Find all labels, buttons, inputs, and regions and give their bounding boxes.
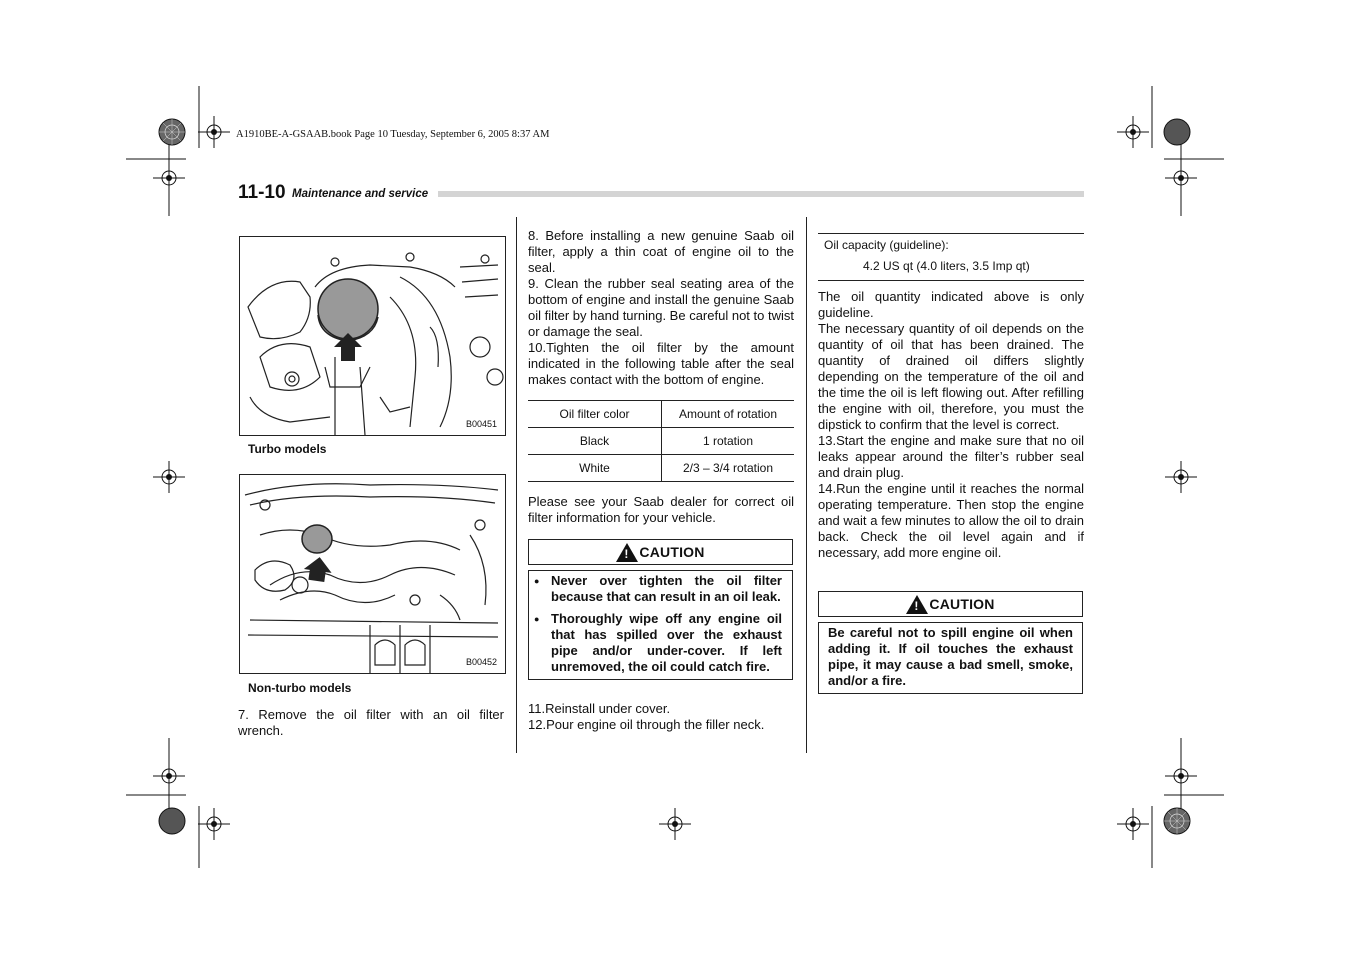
- step-8: 8. Before installing a new genuine Saab oil filter, apply a thin coat of engine oil to the seal.: [528, 228, 794, 275]
- section-title: Maintenance and service: [292, 188, 429, 200]
- engine-illustration: [240, 475, 505, 673]
- figure-turbo-engine: [239, 236, 506, 436]
- step-7: 7. Remove the oil filter with an oil filter wrench.: [238, 707, 504, 738]
- guideline-note: The oil quantity indicated above is only guideline.: [818, 289, 1084, 320]
- page-header: [238, 182, 1084, 202]
- engine-illustration: [240, 237, 505, 435]
- caution-label: CAUTION: [929, 596, 995, 612]
- table-cell: Black: [528, 428, 662, 455]
- capacity-value: 4.2 US qt (4.0 liters, 3.5 Imp qt): [863, 259, 1030, 273]
- warning-icon: [906, 595, 928, 614]
- oil-capacity-box: [818, 233, 1084, 281]
- step-9: 9. Clean the rubber seal seating area of the bottom of engine and install the genuine Saab oil filter by hand turning. Be careful not to twist or damage the seal.: [528, 276, 794, 339]
- file-info-line: A1910BE-A-GSAAB.book Page 10 Tuesday, September 6, 2005 8:37 AM: [236, 129, 550, 140]
- caution-item: ● Never over tighten the oil filter because that can result in an oil leak.: [529, 573, 782, 605]
- table-header: Amount of rotation: [662, 401, 795, 428]
- step-13: 13.Start the engine and make sure that no oil leaks appear around the filter’s rubber seal and drain plug.: [818, 433, 1084, 480]
- figure-non-turbo-engine: [239, 474, 506, 674]
- step-14: 14.Run the engine until it reaches the normal operating temperature. Then stop the engine and wait a few minutes to allow the oil to drain back. Check the oil level again and if necessary, add more engine oil.: [818, 481, 1084, 560]
- figure-caption: Turbo models: [248, 442, 327, 456]
- table-row: [528, 428, 794, 455]
- capacity-label: Oil capacity (guideline):: [824, 238, 949, 252]
- table-row: [528, 455, 794, 482]
- caution-box: [528, 570, 793, 680]
- step-12: 12.Pour engine oil through the filler neck.: [528, 717, 765, 732]
- header-rule: [438, 191, 1084, 197]
- caution-box: [818, 622, 1083, 694]
- steps-8-10: [528, 228, 794, 388]
- rotation-table: [528, 400, 794, 482]
- caution-label: CAUTION: [639, 544, 705, 560]
- table-cell: 1 rotation: [662, 428, 795, 455]
- figure-caption: Non-turbo models: [248, 681, 352, 695]
- quantity-note: The necessary quantity of oil depends on the quantity of oil that has been drained. The quantity of drained oil differs slightly depending on the temperature of the oil and the time the oil is left flowing out. After refilling the engine with oil, therefore, you must the dipstick to confirm that the level is correct.: [818, 321, 1084, 432]
- figure-code: B00452: [465, 657, 497, 667]
- caution-text: Be careful not to spill engine oil when adding it. If oil touches the exhaust pipe, it may cause a bad smell, smoke, and/or a fire.: [828, 625, 1073, 688]
- table-header: Oil filter color: [528, 401, 662, 428]
- step-11: 11.Reinstall under cover.: [528, 701, 671, 716]
- caution-heading: [528, 539, 793, 565]
- dealer-note: Please see your Saab dealer for correct oil filter information for your vehicle.: [528, 494, 794, 525]
- column-divider: [806, 217, 807, 753]
- table-header-row: [528, 401, 794, 428]
- figure-code: B00451: [465, 419, 497, 429]
- warning-icon: [616, 543, 638, 562]
- column-divider: [516, 217, 517, 753]
- caution-item: ● Thoroughly wipe off any engine oil that has spilled over the exhaust pipe and/or under-cover. If left unremoved, the oil could catch fire.: [529, 611, 782, 675]
- caution-heading: [818, 591, 1083, 617]
- table-cell: White: [528, 455, 662, 482]
- page-number: 11-10: [238, 182, 286, 203]
- step-10: 10.Tighten the oil filter by the amount indicated in the following table after the seal makes contact with the bottom of engine.: [528, 340, 794, 387]
- table-cell: 2/3 – 3/4 rotation: [662, 455, 795, 482]
- steps-11-12: [528, 701, 794, 733]
- capacity-notes: [818, 289, 1084, 561]
